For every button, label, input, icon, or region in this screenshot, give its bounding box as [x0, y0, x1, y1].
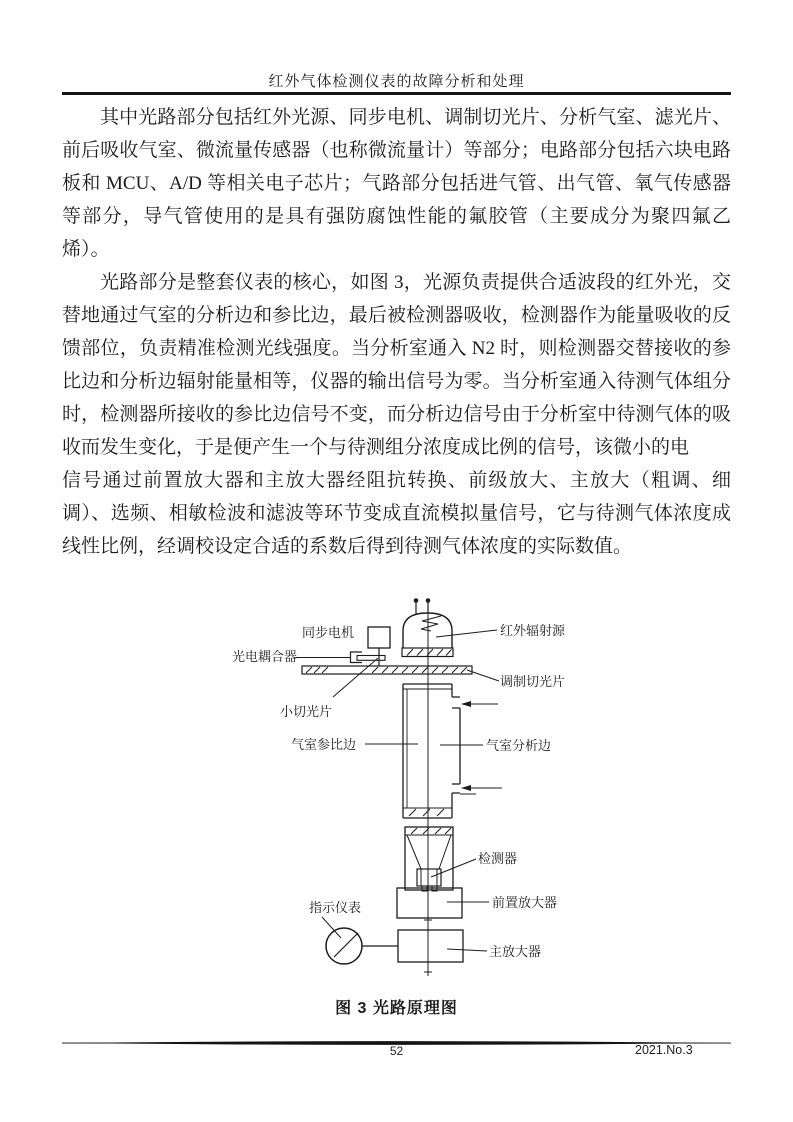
- label-preamp: 前置放大器: [492, 895, 558, 910]
- page-number: 52: [389, 1044, 404, 1058]
- label-chamber-reference: 气室参比边: [291, 737, 357, 752]
- label-chopper: 调制切光片: [500, 674, 566, 689]
- label-detector: 检测器: [478, 851, 518, 866]
- label-sync-motor: 同步电机: [302, 625, 355, 640]
- label-small-chopper: 小切光片: [280, 704, 333, 719]
- paragraph-1: 其中光路部分包括红外光源、同步电机、调制切光片、分析气室、滤光片、前后吸收气室、微流量传感器（也称微流量计）等部分；电路部分包括六块电路板和 MCU、A/D 等相关电子芯片；气路部分包括进气管、出气管、氧气传感器等部分，导气管使用的是具有强防腐蚀性能的氟胶管（主要成分为聚四氟乙烯）。: [62, 107, 731, 260]
- page-header-title: 红外气体检测仪表的故障分析和处理: [268, 74, 525, 90]
- paragraph-3: 信号通过前置放大器和主放大器经阻抗转换、前级放大、主放大（粗调、细调）、选频、相敏检波和滤波等环节变成直流模拟量信号，它与待测气体浓度成线性比例，经调校设定合适的系数后得到待测气体浓度的实际数值。: [62, 470, 731, 557]
- figure-caption: 图 3 光路原理图: [335, 1000, 458, 1017]
- label-main-amp: 主放大器: [489, 944, 542, 959]
- label-indicator: 指示仪表: [309, 900, 362, 915]
- label-ir-source: 红外辐射源: [500, 623, 566, 638]
- label-chamber-analysis: 气室分析边: [486, 738, 552, 753]
- paragraph-2: 光路部分是整套仪表的核心，如图 3，光源负责提供合适波段的红外光，交替地通过气室的分析边和参比边，最后被检测器吸收，检测器作为能量吸收的反馈部位，负责精准检测光线强度。当分析室通入 N2 时，则检测器交替接收的参比边和分析边辐射能量相等，仪器的输出信号为零。当分析室通入待测气体组分时，检测器所接收的参比边信号不变，而分析边信号由于分析室中待测气体的吸收而发生变化，于是便产生一个与待测组分浓度成比例的信号，该微小的电: [62, 272, 731, 458]
- issue-number: 2021.No.3: [635, 1043, 693, 1057]
- label-photocoupler: 光电耦合器: [232, 649, 298, 664]
